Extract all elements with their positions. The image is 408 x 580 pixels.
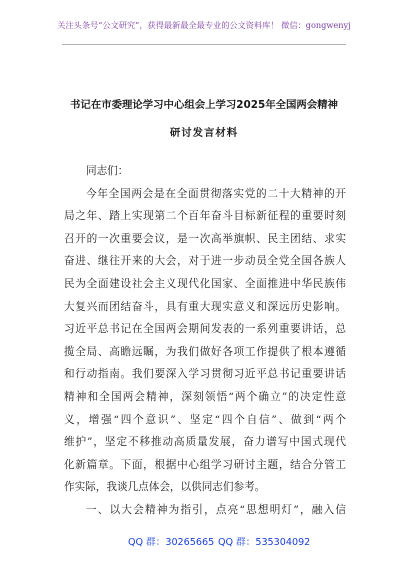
paragraph-line: 召开的一次重要会议，是一次高举旗帜、民主团结、求实 [64,232,346,245]
salutation: 同志们： [86,165,129,177]
header-banner: 关注头条号“公文研究”，获得最新最全最专业的公文资料库！ 微信：gongwenyj [57,20,351,30]
paragraph-line: 今年全国两会是在全面贯彻落实党的二十大精神的开 [86,187,346,200]
document-subtitle: 研讨发言材料 [169,127,239,139]
footer-qq-group-1: QQ 群：30265665 [128,537,215,548]
section-heading-line: 一、以大会精神为指引，点亮“思想明灯”，融入信 [86,503,346,516]
paragraph-line: 揽全局、高瞻远瞩，为我们做好各项工作提供了根本遵循 [64,345,346,358]
footer-qq-group-2: QQ 群：535304092 [218,537,311,548]
paragraph-line: 习近平总书记在全国两会期间发表的一系列重要讲话，总 [64,323,346,336]
paragraph-line: 化新篇章。下面，根据中心组学习研讨主题，结合分管工 [64,458,346,471]
paragraph-line: 民为全面建设社会主义现代化国家、全面推进中华民族伟 [64,277,346,290]
paragraph-line: 义，增强“四个意识”、坚定“四个自信”、做到“两个 [64,413,346,426]
paragraph-line: 精神和全国两会精神，深刻领悟“两个确立”的决定性意 [64,390,346,403]
paragraph-line: 局之年、踏上实现第二个百年奋斗目标新征程的重要时刻 [64,210,346,223]
document-title: 书记在市委理论学习中心组会上学习2025年全国两会精神 [70,99,338,111]
header-divider [62,44,346,45]
paragraph-line: 奋进、继往开来的大会，对于进一步动员全党全国各族人 [64,255,346,268]
paragraph-line: 大复兴而团结奋斗，具有重大现实意义和深远历史影响。 [64,300,346,313]
paragraph-line: 作实际，我谈几点体会，以供同志们参考。 [64,481,266,494]
document-body [64,160,346,522]
paragraph-line: 维护”，坚定不移推动高质量发展，奋力谱写中国式现代 [64,436,346,449]
paragraph-line: 和行动指南。我们要深入学习贯彻习近平总书记重要讲话 [64,368,346,381]
